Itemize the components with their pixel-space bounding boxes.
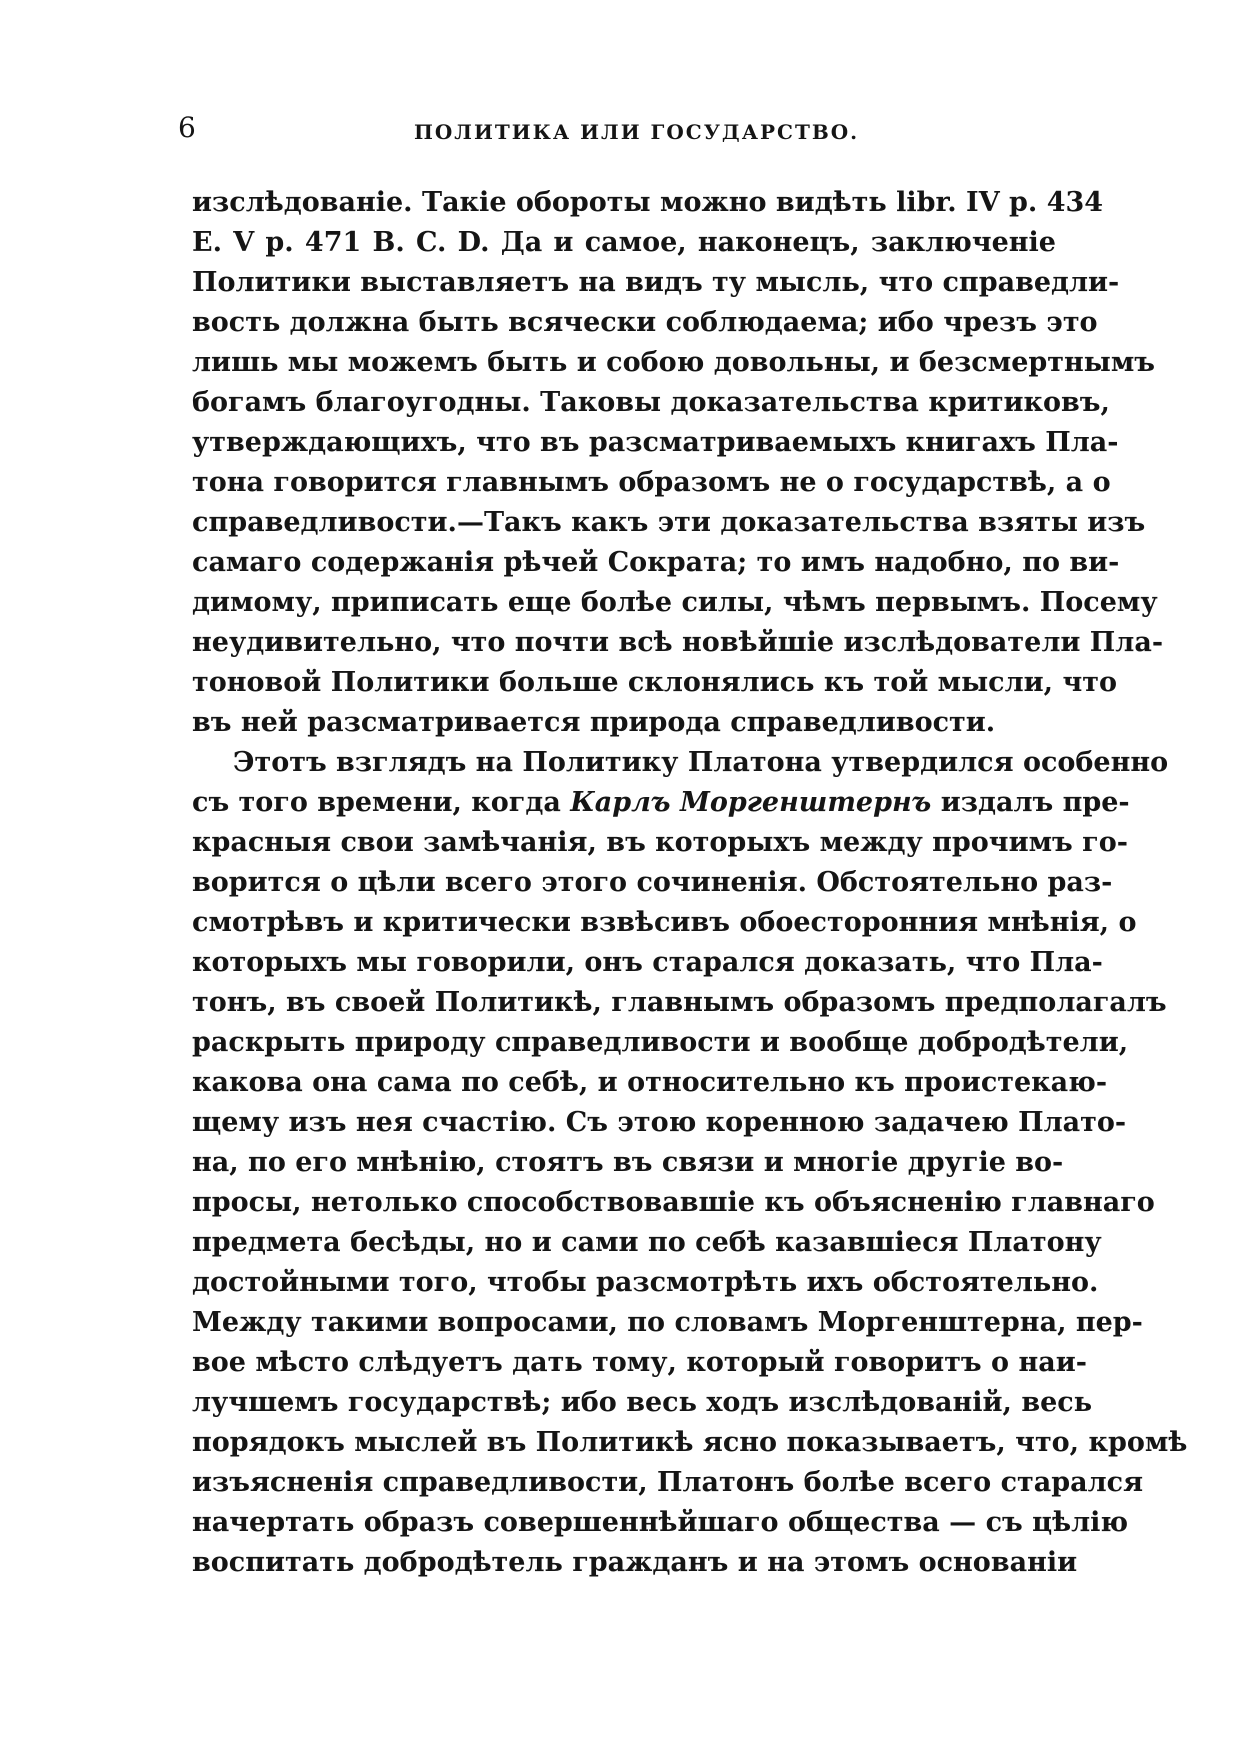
text-line: щему изъ нея счастію. Съ этою коренною задачею Плато- (192, 1107, 1127, 1138)
running-head: ПОЛИТИКА ИЛИ ГОСУДАРСТВО. (414, 120, 860, 144)
text-line: ворится о цѣли всего этого сочиненія. Обстоятельно раз- (192, 867, 1113, 898)
text-fragment: съ того времени, когда (192, 787, 571, 818)
text-line: вое мѣсто слѣдуетъ дать тому, который говоритъ о наи- (192, 1347, 1087, 1378)
text-line: самаго содержанія рѣчей Сократа; то имъ надобно, по ви- (192, 547, 1120, 578)
text-line: предмета бесѣды, но и сами по себѣ казавшіеся Платону (192, 1227, 1102, 1258)
text-line: лишь мы можемъ быть и собою довольны, и безсмертнымъ (192, 347, 1155, 378)
text-line: тона говорится главнымъ образомъ не о государствѣ, а о (192, 467, 1111, 498)
text-line: справедливости.—Такъ какъ эти доказательства взяты изъ (192, 507, 1146, 538)
page-number: 6 (178, 111, 196, 144)
text-line: Этотъ взглядъ на Политику Платона утвердился особенно (233, 747, 1169, 778)
text-line: красныя свои замѣчанія, въ которыхъ между прочимъ го- (192, 827, 1128, 858)
text-line: которыхъ мы говорили, онъ старался доказать, что Пла- (192, 947, 1103, 978)
text-line: достойными того, чтобы разсмотрѣть ихъ обстоятельно. (192, 1267, 1099, 1298)
text-line: начертать образъ совершеннѣйшаго общества — съ цѣлію (192, 1507, 1129, 1538)
text-line: Политики выставляетъ на видъ ту мысль, что справедли- (192, 267, 1120, 298)
text-line: порядокъ мыслей въ Политикѣ ясно показываетъ, что, кромѣ (192, 1427, 1188, 1458)
text-line: богамъ благоугодны. Таковы доказательства критиковъ, (192, 387, 1110, 418)
paragraph-2 (192, 743, 1188, 1583)
text-line: тонъ, въ своей Политикѣ, главнымъ образомъ предполагалъ (192, 987, 1167, 1018)
text-line: раскрыть природу справедливости и вообще добродѣтели, (192, 1027, 1129, 1058)
text-line: просы, нетолько способствовавшіе къ объясненію главнаго (192, 1187, 1155, 1218)
text-line: лучшемъ государствѣ; ибо весь ходъ изслѣдованій, весь (192, 1387, 1093, 1418)
text-line: изъясненія справедливости, Платонъ болѣе всего старался (192, 1467, 1144, 1498)
text-line: Между такими вопросами, по словамъ Моргенштерна, пер- (192, 1307, 1143, 1338)
text-line: утверждающихъ, что въ разсматриваемыхъ книгахъ Пла- (192, 427, 1119, 458)
text-line: смотрѣвъ и критически взвѣсивъ обоесторонния мнѣнія, о (192, 907, 1137, 938)
text-fragment: издалъ пре- (931, 787, 1130, 818)
paragraph-1 (192, 183, 1164, 743)
text-line: неудивительно, что почти всѣ новѣйшіе изслѣдователи Пла- (192, 627, 1164, 658)
body-text (192, 183, 1188, 1583)
text-line: въ ней разсматривается природа справедливости. (192, 707, 996, 738)
text-line: изслѣдованіе. Такіе обороты можно видѣть libr. IV p. 434 (192, 187, 1104, 218)
text-line: E. V p. 471 B. C. D. Да и самое, наконецъ, заключеніе (192, 227, 1056, 258)
text-line: на, по его мнѣнію, стоятъ въ связи и многіе другіе во- (192, 1147, 1064, 1178)
text-line: воспитать добродѣтель гражданъ и на этомъ основаніи (192, 1547, 1078, 1578)
text-line-with-emphasis (192, 783, 1130, 823)
text-line: димому, приписать еще болѣе силы, чѣмъ первымъ. Посему (192, 587, 1158, 618)
text-line: тоновой Политики больше склонялись къ той мысли, что (192, 667, 1117, 698)
text-line: вость должна быть всячески соблюдаема; ибо чрезъ это (192, 307, 1098, 338)
text-line: какова она сама по себѣ, и относительно къ проистекаю- (192, 1067, 1108, 1098)
emphasized-name: Карлъ Моргенштернъ (570, 787, 932, 818)
